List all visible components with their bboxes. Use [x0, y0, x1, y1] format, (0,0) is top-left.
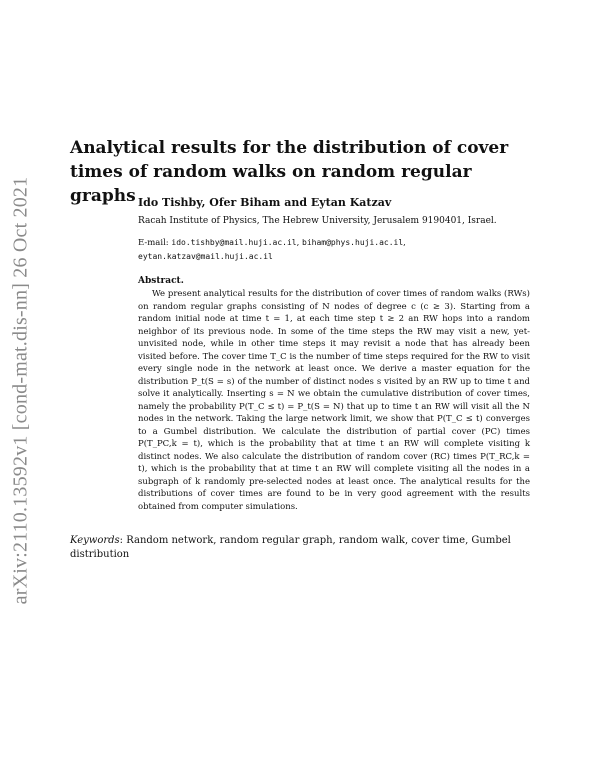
email-address-3: eytan.katzav@mail.huji.ac.il [138, 252, 273, 261]
paper-title: Analytical results for the distribution of cover times of random walks on random regular graphs [70, 138, 509, 206]
arxiv-identifier-text: arXiv:2110.13592v1 [cond-mat.dis-nn] 26 Oct 2021 [9, 176, 32, 604]
author-affiliation: Racah Institute of Physics, The Hebrew University, Jerusalem 9190401, Israel. [138, 216, 497, 226]
email-address-1: ido.tishby@mail.huji.ac.il [171, 238, 297, 247]
keywords-line: Keywords: Random network, random regular graph, random walk, cover time, Gumbel distribution [70, 535, 511, 560]
arxiv-identifier-stamp [6, 160, 36, 620]
email-label: E-mail: [138, 238, 169, 248]
email-address-2: biham@phys.huji.ac.il [302, 238, 404, 247]
keywords-text: Random network, random regular graph, random walk, cover time, Gumbel distribution [70, 535, 511, 560]
keywords-label: Keywords [70, 535, 120, 546]
abstract-heading: Abstract. [138, 276, 184, 286]
abstract-body: We present analytical results for the distribution of cover times of random walks (RWs) on random regular graphs consisting of N nodes of degree c (c ≥ 3). Starting from a random initial node at time t = 1, at each time step t ≥ 2 an RW hops into a random neighbor of its previous node. In some of the time steps the RW may visit a new, yet-unvisited node, while in other time steps it may revisit a node that has already been visited before. The cover time T_C is the number of time steps required for the RW to visit every single node in the network at least once. We derive a master equation for the distribution P_t(S = s) of the number of distinct nodes s visited by an RW up to time t and solve it analytically. Inserting s = N we obtain the cumulative distribution of cover times, namely the probability P(T_C ≤ t) = P_t(S = N) that up to time t an RW will visit all the N nodes in the network. Taking the large network limit, we show that P(T_C ≤ t) converges to a Gumbel distribution. We calculate the distribution of partial cover (PC) times P(T_PC,k = t), which is the probability that at time t an RW will complete visiting k distinct nodes. We also calculate the distribution of random cover (RC) times P(T_RC,k = t), which is the probability that at time t an RW will complete visiting all the nodes in a subgraph of k randomly pre-selected nodes at least once. The analytical results for the distributions of cover times are found to be in very good agreement with the results obtained from computer simulations. [138, 289, 530, 512]
author-list: Ido Tishby, Ofer Biham and Eytan Katzav [138, 196, 392, 209]
email-block: E-mail: ido.tishby@mail.huji.ac.il, biham@phys.huji.ac.il, eytan.katzav@mail.huji.ac.il [138, 238, 406, 261]
